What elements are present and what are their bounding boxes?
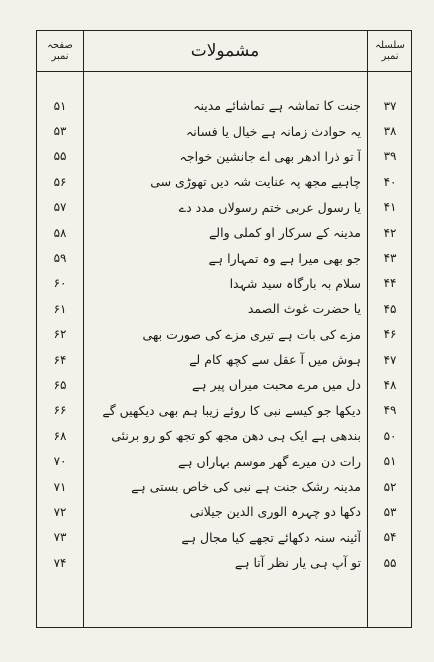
table-header [37,31,411,72]
entry-list [37,93,411,575]
entry-page-number: ۶۶ [53,403,67,418]
table-row [37,93,411,118]
entry-page-number: ۶۸ [53,428,67,443]
entry-page-number: ۵۳ [53,124,67,139]
entry-serial-number: ۴۰ [383,174,397,189]
table-row [37,245,411,270]
table-row [37,195,411,220]
entry-serial-number: ۴۵ [383,301,397,316]
entry-title: رات دن میرے گھر موسم بہاراں ہے [177,453,361,469]
table-row [37,448,411,473]
contents-table [36,30,412,628]
table-row [37,372,411,397]
entry-page-number: ۵۱ [53,98,67,113]
entry-title: آ تو ذرا ادھر بھی اے جانشین خواجہ [179,148,361,164]
entry-page-number: ۶۵ [53,377,67,392]
entry-serial-number: ۳۸ [383,124,397,139]
table-row [37,296,411,321]
entry-serial-number: ۵۱ [383,454,397,469]
entry-page-number: ۶۲ [53,327,67,342]
entry-page-number: ۶۱ [53,301,67,316]
entry-title: ہوش میں آ عقل سے کچھ کام لے [189,352,361,368]
table-row [37,499,411,524]
table-row [37,169,411,194]
entry-serial-number: ۵۰ [383,428,397,443]
table-row [37,322,411,347]
page-number-header: صفحہ نمبر [47,40,73,62]
entry-serial-number: ۴۷ [383,352,397,367]
entry-serial-number: ۵۴ [383,530,397,545]
table-row [37,118,411,143]
entry-title: بندھی ہے ایک ہی دھن مجھ کو تجھ کو رو برنئی [111,428,361,444]
entry-serial-number: ۴۴ [383,276,397,291]
entry-title: یہ حوادث زمانہ ہے خیال یا فسانہ [185,123,361,139]
entry-title: چاہیے مجھ پہ عنایت شہ دیں تھوڑی سی [150,174,361,190]
entry-title: دیکھا جو کیسے نبی کا روئے زیبا ہم بھی دیکھیں گے [102,402,361,418]
entry-page-number: ۷۲ [53,504,67,519]
table-row [37,550,411,575]
entry-serial-number: ۵۳ [383,504,397,519]
entry-page-number: ۵۷ [53,200,67,215]
entry-title: یا حضرت غوث الصمد [247,301,361,317]
entry-page-number: ۷۴ [53,555,67,570]
entry-serial-number: ۵۲ [383,479,397,494]
table-row [37,347,411,372]
entry-page-number: ۵۹ [53,251,67,266]
entry-title: دکھا دو چہرہ الوری الدین جیلانی [189,504,361,520]
entry-serial-number: ۴۱ [383,200,397,215]
entry-serial-number: ۳۹ [383,149,397,164]
table-row [37,525,411,550]
entry-serial-number: ۵۵ [383,555,397,570]
entry-title: دل میں مرے محبت میراں پیر ہے [191,377,361,393]
entry-title: آئینہ سنہ دکھائے تجھے کیا مجال ہے [181,529,361,545]
entry-serial-number: ۴۹ [383,403,397,418]
entry-page-number: ۷۳ [53,530,67,545]
entry-serial-number: ۳۷ [383,98,397,113]
page-title: مشمولات [190,41,260,61]
entry-page-number: ۶۴ [53,352,67,367]
entry-serial-number: ۴۲ [383,225,397,240]
entry-title: مدینہ کے سرکار او کملی والے [208,225,361,241]
entry-serial-number: ۴۸ [383,377,397,392]
entry-page-number: ۷۱ [53,479,67,494]
table-row [37,398,411,423]
serial-number-header: سلسلہ نمبر [375,40,405,62]
entry-page-number: ۷۰ [53,454,67,469]
table-row [37,423,411,448]
entry-serial-number: ۴۶ [383,327,397,342]
entry-title: مدینہ رشک جنت ہے نبی کی خاص بستی ہے [131,479,361,495]
entry-title: مزے کی بات ہے تیری مزے کی صورت بھی [142,326,361,342]
entry-title: جنت کا تماشہ ہے تماشائے مدینہ [193,98,361,114]
entry-page-number: ۵۵ [53,149,67,164]
table-row [37,144,411,169]
entry-title: جو بھی میرا ہے وہ تمہارا ہے [208,250,361,266]
table-row [37,271,411,296]
entry-title: تو آپ ہی یار نظر آتا ہے [234,555,361,571]
entry-page-number: ۶۰ [53,276,67,291]
entry-page-number: ۵۶ [53,174,67,189]
entry-page-number: ۵۸ [53,225,67,240]
entry-serial-number: ۴۳ [383,251,397,266]
table-row [37,220,411,245]
entry-title: سلام بہ بارگاہ سید شہدا [229,275,361,291]
entry-title: یا رسول عربی ختم رسولاں مدد دے [178,199,361,215]
table-row [37,474,411,499]
